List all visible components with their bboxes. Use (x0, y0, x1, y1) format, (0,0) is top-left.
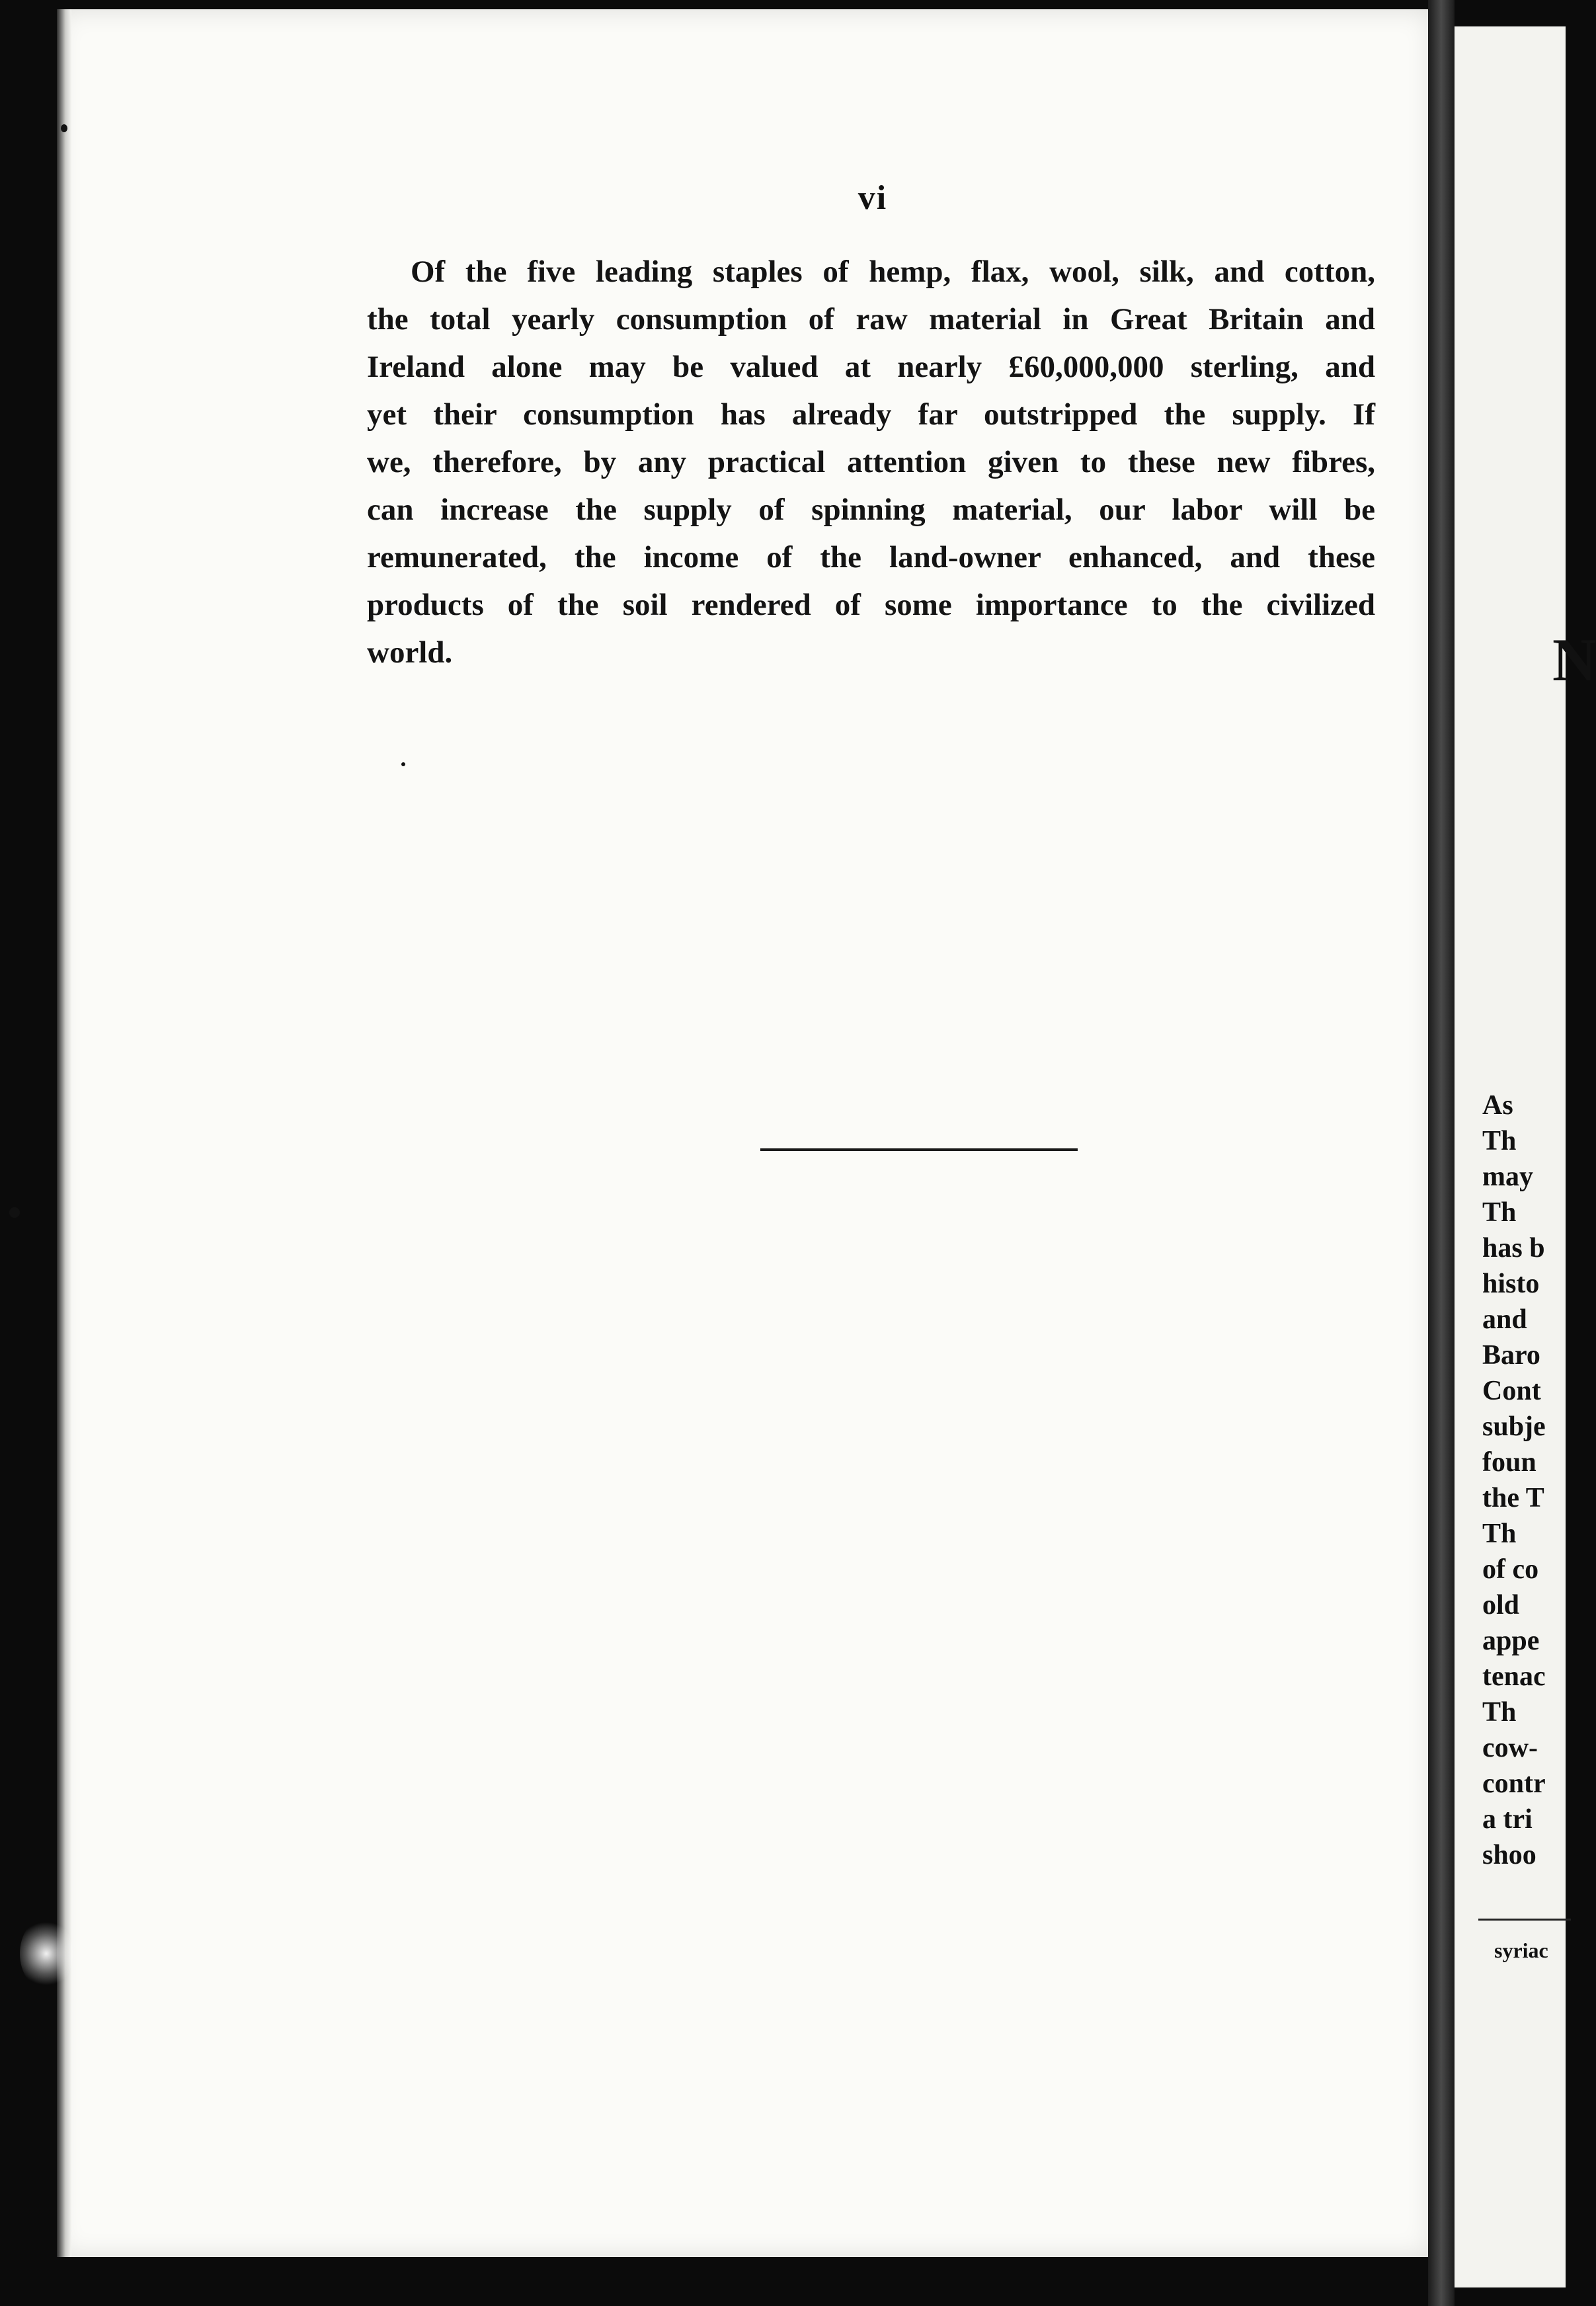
facing-line: As (1482, 1090, 1513, 1121)
facing-line: the T (1482, 1483, 1544, 1513)
body-paragraph (367, 248, 1375, 676)
facing-line: may (1482, 1162, 1533, 1192)
facing-line: has b (1482, 1233, 1545, 1263)
paragraph-line: yet their consumption has already far outstripped the supply. If (367, 397, 1375, 432)
facing-footnote-rule (1478, 1919, 1571, 1921)
paragraph-line: remunerated, the income of the land-owner enhanced, and these (367, 540, 1375, 575)
book-gutter (1428, 0, 1455, 2306)
paragraph-line: can increase the supply of spinning material, our labor will be (367, 493, 1375, 527)
scan-speck (9, 1207, 20, 1218)
scan-speck (401, 762, 405, 766)
facing-line: cow- (1482, 1733, 1538, 1763)
facing-line: a tri (1482, 1804, 1533, 1835)
facing-line: contr (1482, 1769, 1546, 1799)
page-number: vi (858, 179, 888, 217)
paragraph-line: world. (367, 635, 453, 670)
paragraph-line: products of the soil rendered of some importance to the civilized (367, 588, 1375, 622)
facing-line: Th (1482, 1519, 1517, 1549)
facing-page-text-fragment (1482, 1088, 1588, 1873)
paragraph-line: Ireland alone may be valued at nearly £60,000,000 sterling, and (367, 350, 1375, 384)
paragraph-line: Of the five leading staples of hemp, flax, wool, silk, and cotton, (411, 255, 1375, 289)
section-rule (760, 1148, 1078, 1151)
facing-line: Th (1482, 1197, 1517, 1228)
facing-line: shoo (1482, 1840, 1536, 1870)
facing-line: old (1482, 1590, 1520, 1620)
facing-line: Baro (1482, 1340, 1540, 1371)
facing-line: Cont (1482, 1376, 1541, 1406)
facing-line: Th (1482, 1126, 1517, 1156)
facing-line: and (1482, 1304, 1527, 1335)
facing-line: of co (1482, 1554, 1539, 1585)
facing-line: foun (1482, 1447, 1536, 1478)
paragraph-line: the total yearly consumption of raw material in Great Britain and (367, 302, 1375, 337)
facing-line: Th (1482, 1697, 1517, 1728)
facing-page-heading-fragment: N (1552, 626, 1596, 694)
facing-footnote-fragment: syriac (1494, 1938, 1548, 1962)
scan-speck (61, 124, 67, 132)
facing-line: appe (1482, 1626, 1540, 1656)
page-edge-shadow (57, 9, 71, 2257)
facing-line: histo (1482, 1269, 1540, 1299)
paragraph-line: we, therefore, by any practical attention given to these new fibres, (367, 445, 1375, 479)
facing-line: subje (1482, 1411, 1546, 1442)
scan-glare (20, 1917, 73, 1990)
facing-page-fragment (1455, 26, 1596, 2287)
facing-line: tenac (1482, 1661, 1546, 1692)
